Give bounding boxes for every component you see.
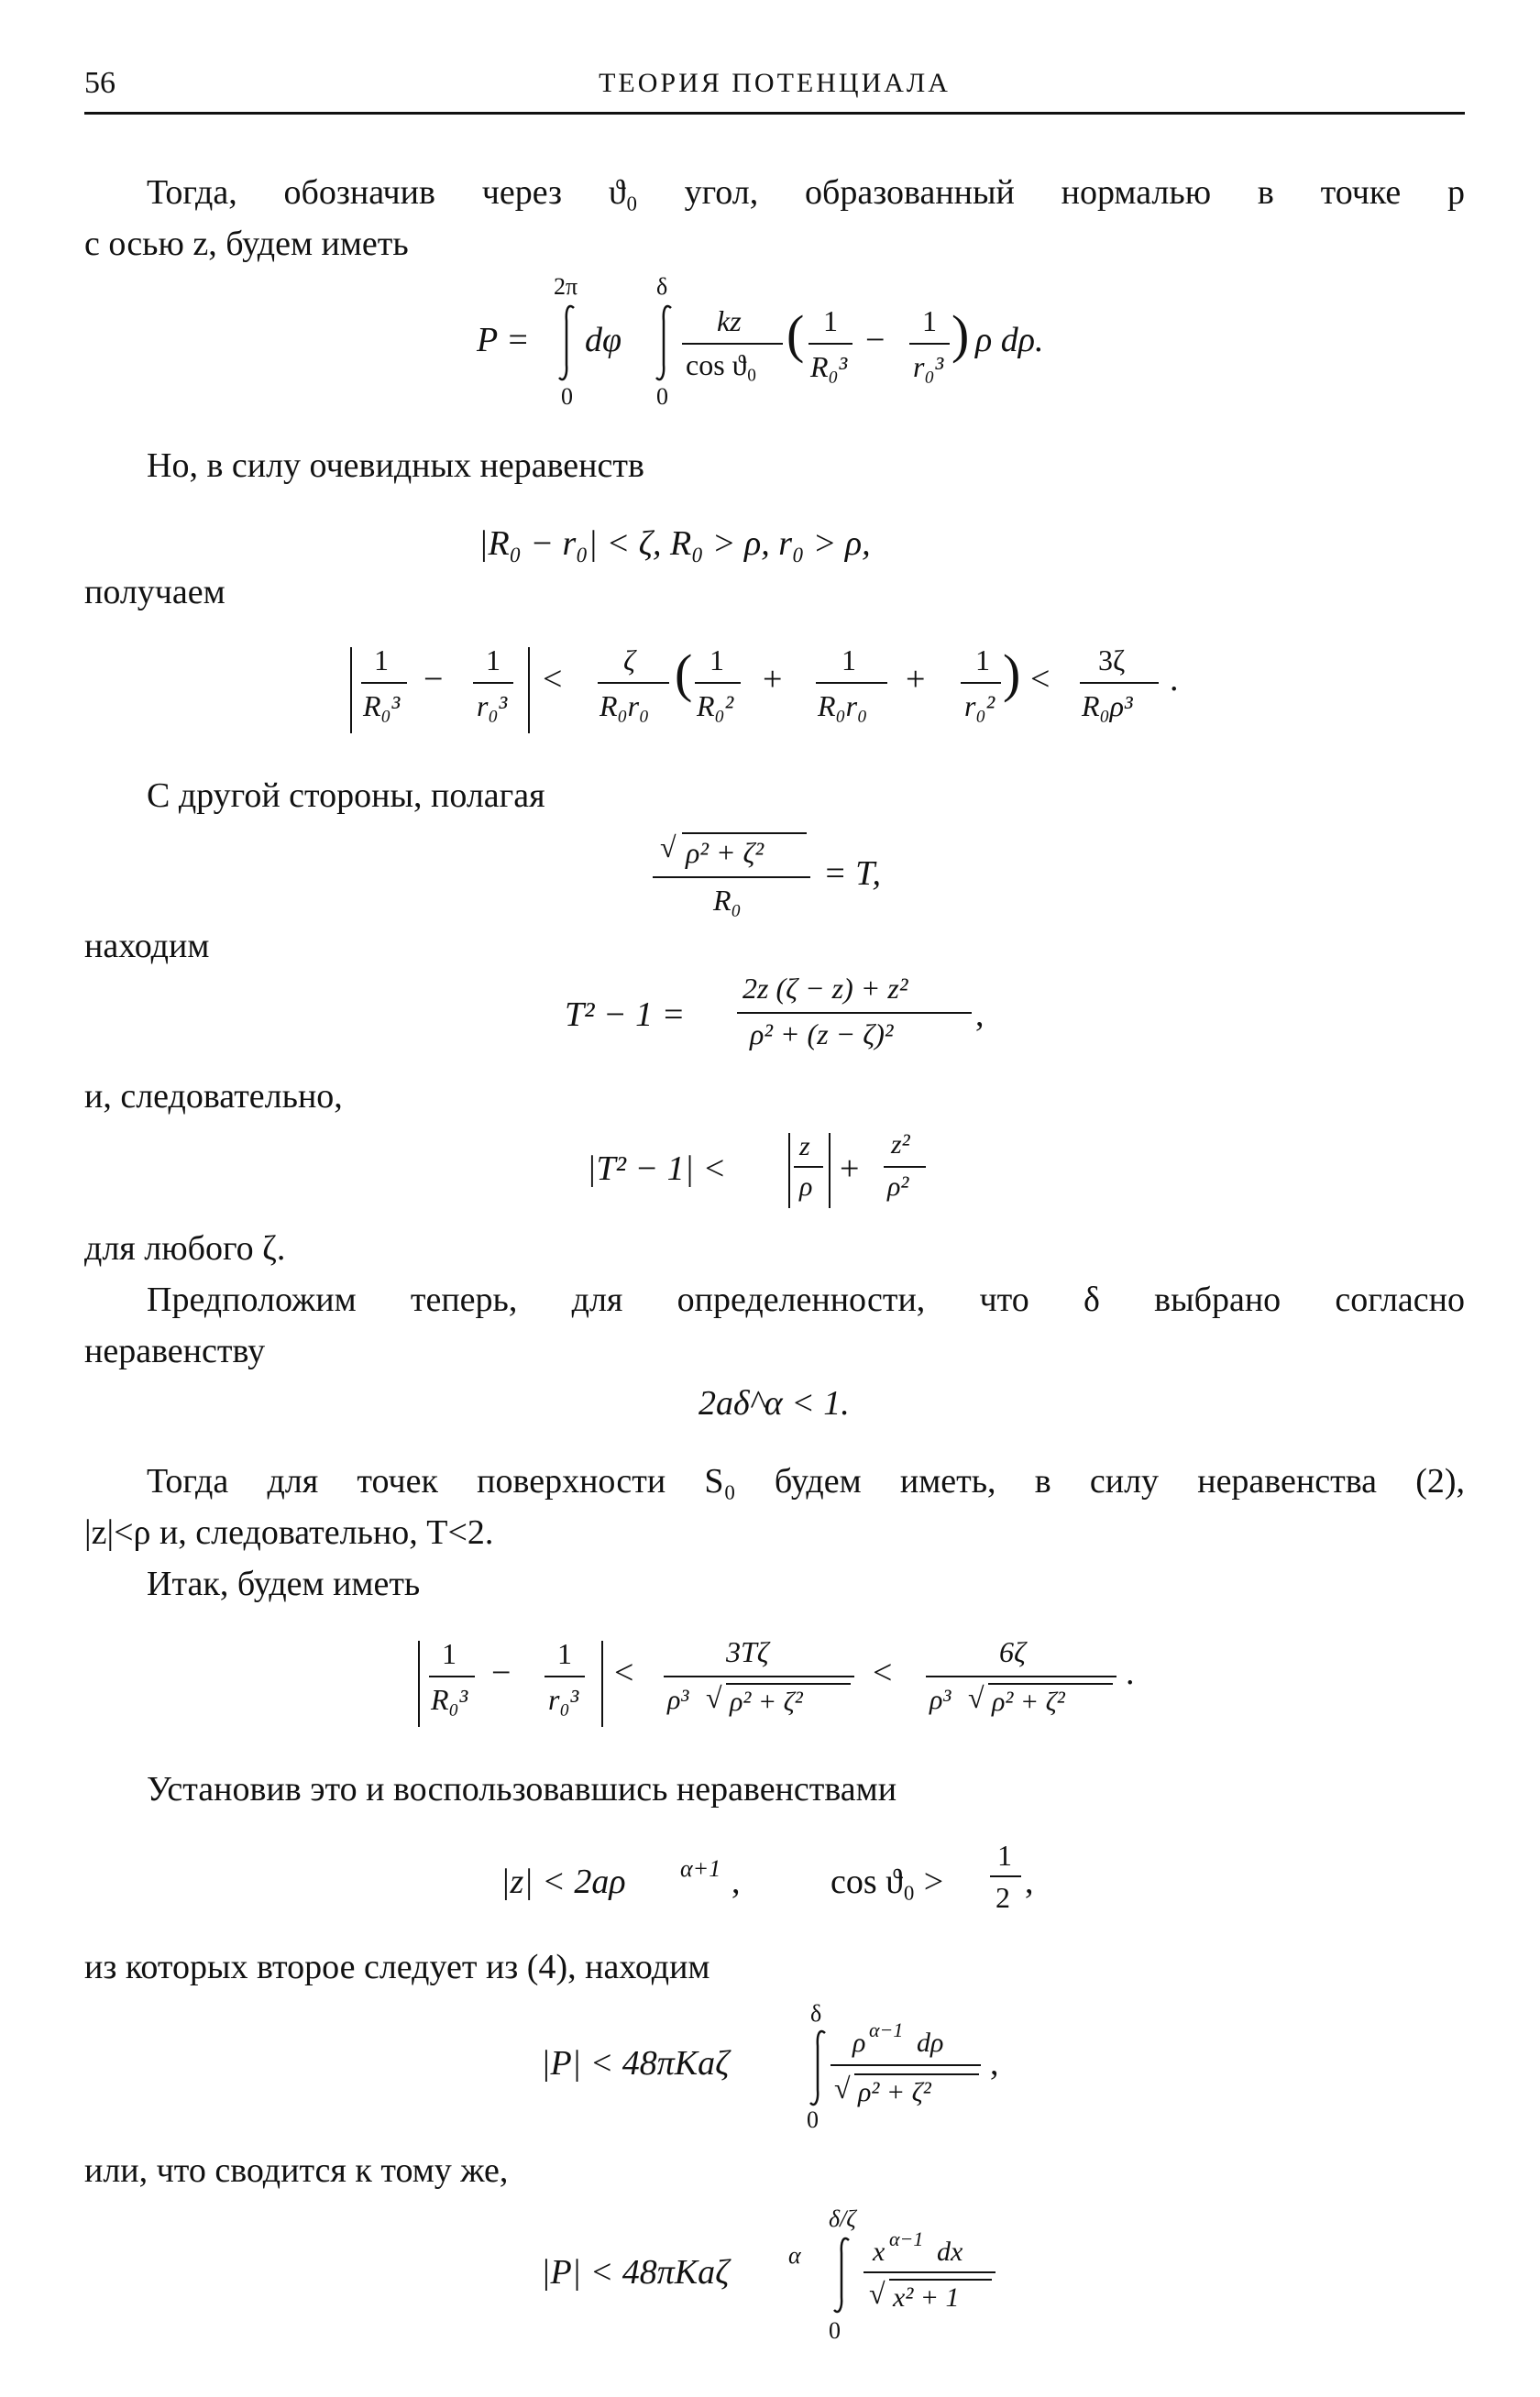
minus-sign: − xyxy=(491,1654,512,1692)
paragraph-8-line-1: Предположим теперь, для определенности, что δ выбрано согласно xyxy=(147,1281,1465,1319)
sqrt-sign: √ xyxy=(834,2072,851,2105)
fraction-denominator: cos ϑ₀ xyxy=(686,348,757,381)
paragraph-4: С другой стороны, полагая xyxy=(147,776,545,815)
fraction-bar xyxy=(664,1676,854,1677)
formula-6-lhs: |T² − 1| < xyxy=(587,1149,727,1188)
exponent: α−1 xyxy=(889,2227,924,2250)
paren-close: ) xyxy=(1003,643,1021,703)
fraction-bar xyxy=(990,1875,1021,1877)
exponent: α xyxy=(788,2242,801,2269)
integral-sign xyxy=(807,2028,829,2108)
fraction-denominator: R₀³ xyxy=(431,1683,468,1716)
fraction-numerator: 3ζ xyxy=(1098,643,1126,676)
integral-sign xyxy=(830,2235,852,2315)
sqrt-overline xyxy=(854,2073,979,2075)
formula-7: 2aδ^α < 1. xyxy=(698,1384,850,1423)
fraction-bar xyxy=(794,1166,823,1168)
abs-bar xyxy=(601,1641,603,1727)
fraction-bar xyxy=(695,682,741,684)
fraction-bar xyxy=(830,2064,981,2066)
fraction-denominator: r₀³ xyxy=(913,350,944,383)
fraction-numerator: 1 xyxy=(486,643,500,676)
sqrt-overline xyxy=(889,2279,992,2281)
integral-sign xyxy=(556,302,578,383)
fraction-bar xyxy=(361,682,407,684)
fraction-denominator: ρ xyxy=(799,1171,813,1202)
fraction-bar xyxy=(598,682,669,684)
sqrt-argument: ρ² + ζ² xyxy=(992,1687,1065,1717)
paragraph-7: для любого ζ. xyxy=(84,1229,286,1268)
fraction-bar xyxy=(808,343,852,345)
sqrt-overline xyxy=(988,1683,1113,1685)
plus-sign: + xyxy=(763,660,783,698)
fraction-numerator: ρ xyxy=(852,2028,866,2058)
fraction-numerator: 6ζ xyxy=(999,1635,1026,1668)
formula-9-left: |z| < 2aρ xyxy=(500,1863,626,1901)
paragraph-9-line-2: |z|<ρ и, следовательно, T<2. xyxy=(84,1513,494,1552)
fraction-denominator: ρ³ xyxy=(930,1685,952,1715)
abs-bar xyxy=(788,1133,790,1208)
exponent: α+1 xyxy=(680,1855,721,1882)
abs-bar xyxy=(350,647,352,733)
less-than-sign: < xyxy=(614,1654,634,1692)
comma: , xyxy=(975,995,984,1034)
running-head: ТЕОРИЯ ПОТЕНЦИАЛА xyxy=(599,68,951,98)
fraction-denominator: r₀³ xyxy=(548,1683,579,1716)
fraction-bar xyxy=(429,1676,475,1677)
integral-upper-limit: δ/ζ xyxy=(829,2205,856,2232)
fraction-bar xyxy=(653,876,810,878)
formula-2: |R₀ − r₀| < ζ, R₀ > ρ, r₀ > ρ, xyxy=(478,524,871,563)
sqrt-argument: x² + 1 xyxy=(893,2282,960,2313)
fraction-bar xyxy=(926,1676,1116,1677)
period: . xyxy=(1126,1654,1135,1692)
formula-10-lhs: |P| < 48πKaζ xyxy=(541,2044,730,2083)
paragraph-2: Но, в силу очевидных неравенств xyxy=(147,446,644,485)
formula-11-lhs: |P| < 48πKaζ xyxy=(541,2253,730,2292)
comma: , xyxy=(990,2044,999,2083)
period: . xyxy=(1170,660,1179,698)
fraction-denominator: R₀² xyxy=(697,689,734,722)
fraction-numerator: 1 xyxy=(997,1839,1012,1872)
fraction-denominator: R₀ xyxy=(713,884,742,917)
fraction-numerator-tail: dx xyxy=(937,2237,963,2267)
fraction-denominator: R₀³ xyxy=(810,350,848,383)
paragraph-1-line-1: Тогда, обозначив через ϑ₀ угол, образованный нормалью в точке p xyxy=(147,173,1465,212)
integral-upper-limit: δ xyxy=(656,273,668,300)
less-than-sign: < xyxy=(1030,660,1050,698)
fraction-bar xyxy=(864,2271,996,2273)
sqrt-sign: √ xyxy=(706,1681,722,1714)
exponent: α−1 xyxy=(869,2018,904,2041)
abs-bar xyxy=(418,1641,420,1727)
formula-1-dphi: dφ xyxy=(585,321,622,359)
plus-sign: + xyxy=(906,660,926,698)
formula-5-lhs: T² − 1 = xyxy=(565,995,686,1034)
fraction-numerator: kz xyxy=(717,304,742,337)
sqrt-overline xyxy=(726,1683,851,1685)
fraction-numerator: 1 xyxy=(975,643,990,676)
abs-bar xyxy=(528,647,530,733)
fraction-denominator: ρ³ xyxy=(667,1685,689,1715)
fraction-numerator: 2z (ζ − z) + z² xyxy=(742,972,908,1005)
integral-lower-limit: 0 xyxy=(656,383,668,410)
paragraph-6: и, следовательно, xyxy=(84,1077,343,1116)
fraction-numerator: 1 xyxy=(823,304,838,337)
fraction-numerator: 3Tζ xyxy=(726,1635,769,1668)
paren-open: ( xyxy=(675,643,693,703)
plus-sign: + xyxy=(840,1149,860,1188)
fraction-numerator: z xyxy=(799,1131,810,1161)
less-than-sign: < xyxy=(873,1654,893,1692)
fraction-numerator: x xyxy=(873,2237,886,2267)
fraction-denominator: ρ² + (z − ζ)² xyxy=(750,1017,894,1050)
minus-sign: − xyxy=(424,660,444,698)
integral-lower-limit: 0 xyxy=(561,383,573,410)
fraction-bar xyxy=(544,1676,585,1677)
sqrt-sign: √ xyxy=(660,830,676,863)
fraction-numerator: ζ xyxy=(623,643,635,676)
fraction-numerator: 1 xyxy=(442,1637,456,1670)
less-than-sign: < xyxy=(543,660,563,698)
paragraph-3: получаем xyxy=(84,573,226,611)
page-number: 56 xyxy=(84,66,116,100)
fraction-numerator: 1 xyxy=(710,643,724,676)
fraction-numerator-tail: dρ xyxy=(917,2028,944,2058)
integral-upper-limit: 2π xyxy=(554,273,578,300)
fraction-numerator: z² xyxy=(891,1129,910,1160)
formula-9-right: cos ϑ₀ > xyxy=(830,1863,944,1901)
fraction-bar xyxy=(961,682,1001,684)
sqrt-overline xyxy=(682,832,807,834)
fraction-bar xyxy=(1080,682,1159,684)
fraction-bar xyxy=(884,1166,926,1168)
page-header xyxy=(84,66,1465,115)
fraction-denominator: R₀ρ³ xyxy=(1082,689,1133,722)
paragraph-12: из которых второе следует из (4), находим xyxy=(84,1948,710,1986)
sqrt-argument: ρ² + ζ² xyxy=(858,2077,931,2107)
fraction-denominator: r₀² xyxy=(964,689,996,722)
formula-4-rhs: = T, xyxy=(823,854,881,893)
comma: , xyxy=(732,1863,741,1901)
paren-open: ( xyxy=(786,304,805,364)
fraction-numerator: 1 xyxy=(557,1637,572,1670)
fraction-denominator: R₀³ xyxy=(363,689,401,722)
paragraph-5: находим xyxy=(84,927,210,965)
paragraph-13: или, что сводится к тому же, xyxy=(84,2151,509,2190)
paren-close: ) xyxy=(952,304,970,364)
fraction-denominator: 2 xyxy=(996,1881,1010,1914)
paragraph-1-line-2: с осью z, будем иметь xyxy=(84,225,409,263)
integral-lower-limit: 0 xyxy=(829,2317,841,2344)
integral-sign xyxy=(653,302,675,383)
sqrt-sign: √ xyxy=(968,1681,984,1714)
fraction-bar xyxy=(473,682,513,684)
abs-bar xyxy=(829,1133,830,1208)
fraction-numerator: 1 xyxy=(922,304,937,337)
fraction-numerator: 1 xyxy=(842,643,856,676)
fraction-bar xyxy=(682,343,783,345)
fraction-numerator: ρ² + ζ² xyxy=(686,836,764,869)
fraction-numerator: 1 xyxy=(374,643,389,676)
fraction-denominator: R₀r₀ xyxy=(818,689,868,722)
fraction-denominator: R₀r₀ xyxy=(600,689,650,722)
paragraph-8-line-2: неравенству xyxy=(84,1332,266,1370)
fraction-bar xyxy=(737,1012,972,1014)
formula-1-lhs: P = xyxy=(477,321,530,359)
integral-lower-limit: 0 xyxy=(807,2106,819,2133)
sqrt-sign: √ xyxy=(869,2277,886,2310)
paragraph-10: Итак, будем иметь xyxy=(147,1565,421,1603)
fraction-bar xyxy=(816,682,887,684)
sqrt-argument: ρ² + ζ² xyxy=(730,1687,803,1717)
fraction-bar xyxy=(909,343,950,345)
minus-sign: − xyxy=(865,321,886,359)
integral-upper-limit: δ xyxy=(810,2000,822,2027)
formula-1-tail: ρ dρ. xyxy=(975,321,1044,359)
fraction-denominator: ρ² xyxy=(887,1171,909,1202)
comma: , xyxy=(1025,1863,1034,1901)
paragraph-11: Установив это и воспользовавшись неравенствами xyxy=(147,1770,897,1809)
paragraph-9-line-1: Тогда для точек поверхности S₀ будем иметь, в силу неравенства (2), xyxy=(147,1462,1465,1501)
fraction-denominator: r₀³ xyxy=(477,689,508,722)
